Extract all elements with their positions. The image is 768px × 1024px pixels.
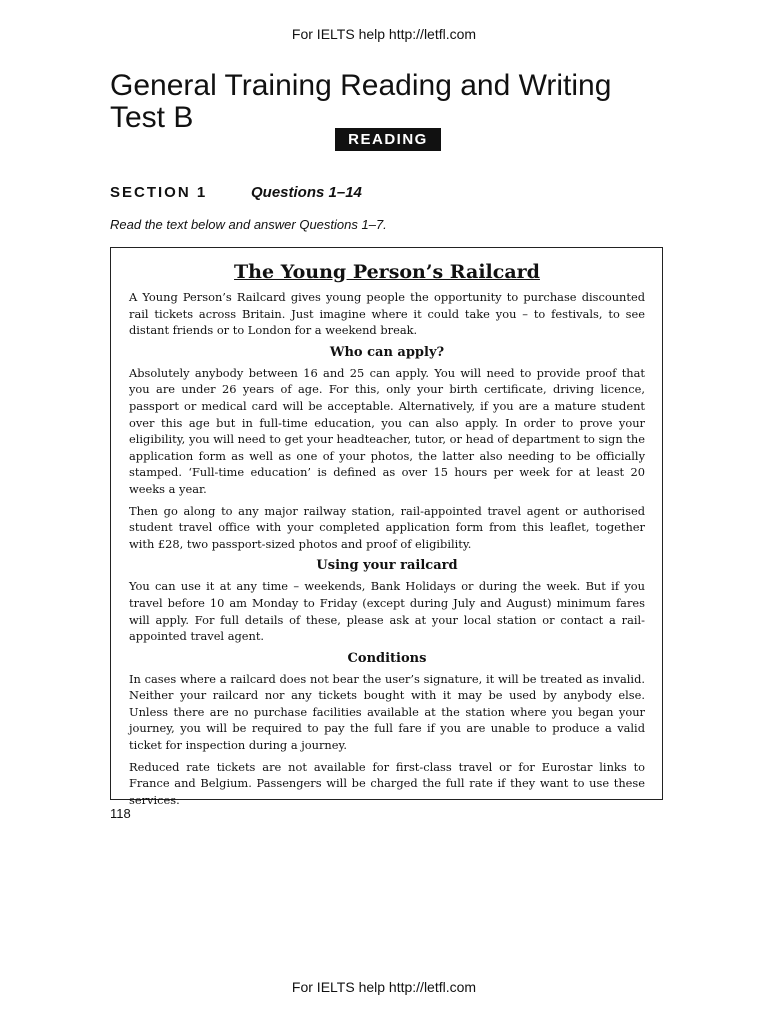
page-title: General Training Reading and Writing Test B [110,69,612,134]
reading-badge: READING [335,128,441,151]
section-label: SECTION 1 [110,184,208,201]
who-can-apply-paragraph-1: Absolutely anybody between 16 and 25 can apply. You will need to provide proof that you are under 26 years of age. For this, only your birth certificate, driving licence, passport or medical card will be acceptable. Alternatively, if you are a mature student over this age but in full-time education, you can also apply. In order to prove your eligibility, you will need to get your headteacher, tutor, or head of department to sign the application form as well as one of your photos, the latter also needing to be officially stamped. ‘Full-time education’ is defined as over 15 hours per week for at least 20 weeks a year. [129,365,645,496]
conditions-paragraph-1: In cases where a railcard does not bear the user’s signature, it will be treated as invalid. Neither your railcard nor any tickets bought with it may be used by anybody else. Unless there are no purchase facilities available at the station where you began your journey, you will be required to pay the full fare if you are unable to produce a valid ticket for inspection during a journey. [129,671,645,753]
instruction-text: Read the text below and answer Questions 1–7. [110,217,387,232]
who-can-apply-heading: Who can apply? [329,344,445,360]
using-railcard-paragraph: You can use it at any time – weekends, Bank Holidays or during the week. But if you travel before 10 am Monday to Friday (except during July and August) minimum fares will apply. For full details of these, please ask at your local station or contact a rail-appointed travel agent. [129,579,645,644]
using-railcard-heading: Using your railcard [316,558,458,574]
section-questions: Questions 1–14 [251,184,362,201]
footer-link[interactable]: For IELTS help http://letfl.com [291,979,477,995]
header-link[interactable]: For IELTS help http://letfl.com [291,26,477,42]
passage-intro: A Young Person’s Railcard gives young people the opportunity to purchase discounted rail tickets across Britain. Just imagine where it could take you – to festivals, to see distant friends or to London for a weekend break. [129,290,645,338]
passage-title: The Young Person’s Railcard [234,261,540,283]
who-can-apply-paragraph-2: Then go along to any major railway station, rail-appointed travel agent or authorised student travel office with your completed application form from this leaflet, together with £28, two passport-sized photos and proof of eligibility. [129,503,645,551]
section-heading [110,184,670,201]
passage-box [110,247,663,807]
conditions-heading: Conditions [347,650,427,666]
conditions-paragraph-2: Reduced rate tickets are not available for first-class travel or for Eurostar links to France and Belgium. Passengers will be charged the full rate if they want to use these services. [129,759,645,807]
page-number: 118 [110,806,131,821]
